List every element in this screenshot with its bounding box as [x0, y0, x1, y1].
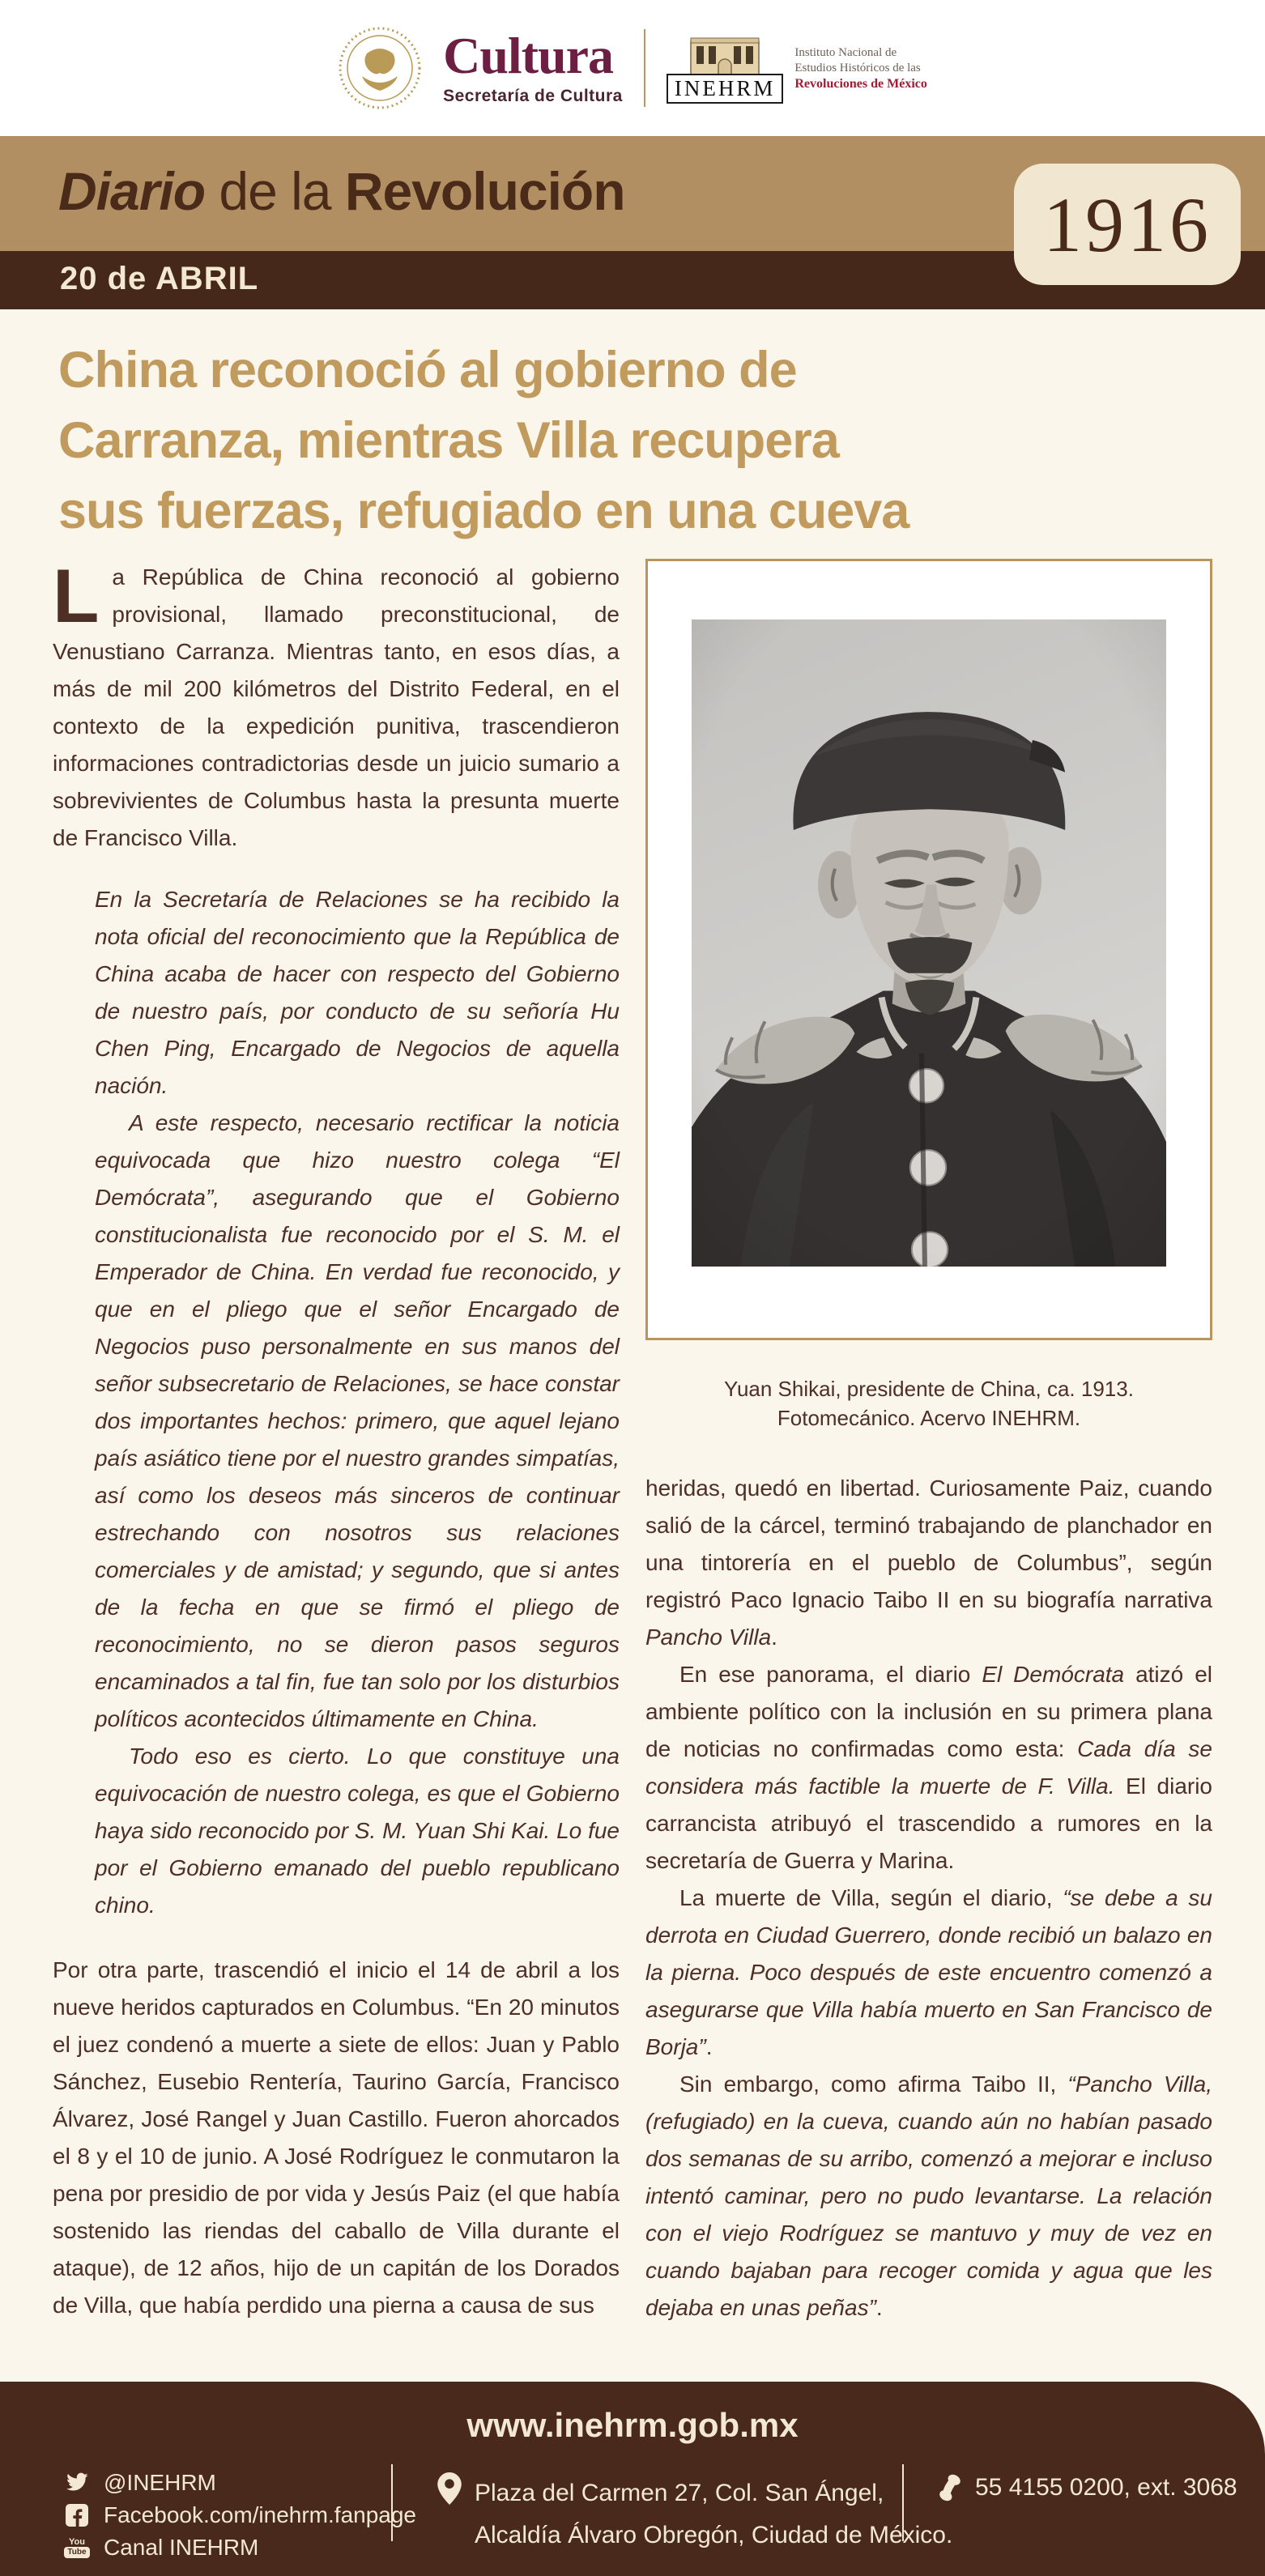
inehrm-acronym: INEHRM	[667, 74, 784, 104]
headline-line3: sus fuerzas, refugiado en una cueva	[58, 483, 909, 539]
left-column	[53, 553, 620, 2324]
series-title-dela: de la	[205, 161, 345, 221]
dropcap: L	[53, 553, 100, 638]
cultura-subtitle: Secretaría de Cultura	[443, 87, 623, 105]
lead-paragraph-text: a República de China reconoció al gobierno provisional, llamado preconstitucional, de Venustiano Carranza. Mientras tanto, en esos días, a más de mil 200 kilómetros del Distrito Federal, en el contexto de la expedición punitiva, trascendieron informaciones contradictorias desde un juicio sumario a sobrevivientes de Columbus hasta la presunta muerte de Francisco Villa.	[53, 564, 620, 850]
year-badge	[1014, 164, 1241, 285]
inehrm-name-line3: Revoluciones de México	[794, 76, 927, 91]
inehrm-logo	[667, 33, 927, 104]
address-line2: Alcaldía Álvaro Obregón, Ciudad de México.	[475, 2522, 953, 2548]
official-note-quote	[53, 881, 620, 1924]
series-title-revolucion: Revolución	[344, 161, 625, 221]
body-paragraph-3: heridas, quedó en libertad. Curiosamente Paiz, cuando salió de la cárcel, terminó trabajando de planchador en una tintorería en el pueblo de Columbus”, según registró Paco Ignacio Taibo II en su biografía narrativa Pancho Villa.	[645, 1475, 1212, 1650]
right-column	[645, 559, 1212, 2327]
portrait-photo	[645, 559, 1212, 1340]
body-paragraph-2: Por otra parte, trascendió el inicio el 14 de abril a los nueve heridos capturados en Columbus. “En 20 minutos el juez condenó a muerte a siete de ellos: Juan y Pablo Sánchez, Eusebio Rentería, Taurino García, Francisco Álvarez, José Rangel y Juan Castillo. Fueron ahorcados el 8 y el 10 de junio. A José Rodríguez le conmutaron la pena por presidio de por vida y Jesús Paiz (el que había sostenido las riendas del caballo de Villa durante el ataque), de 12 años, hijo de un capitán de los Dorados de Villa, que había perdido una pierna a causa de sus	[53, 1957, 620, 2318]
date-label: 20 de ABRIL	[60, 261, 259, 296]
quote-paragraph-1: En la Secretaría de Relaciones se ha recibido la nota oficial del reconocimiento que la República de China acaba de hacer con respecto del Gobierno de nuestro país, por conducto de su señoría Hu Chen Ping, Encargado de Negocios de aquella nación.	[95, 887, 620, 1098]
phone-block	[938, 2474, 1237, 2501]
quote-paragraph-2: A este respecto, necesario rectificar la noticia equivocada que hizo nuestro colega “El Demócrata”, asegurando que el Gobierno constitucionalista fue reconocido por el S. M. el Emperador de China. En verdad fue reconocido, y que en el pliego que el señor Encargado de Negocios puso personalmente en sus manos del señor subsecretario de Relaciones, se hace constar dos importantes hechos: primero, que aquel lejano país asiático tiene por el nuestro grandes simpatías, así como los deseos más sinceros de continuar estrechando con nosotros sus relaciones comerciales y de amistad; y segundo, que si antes de la fecha en que se firmó el pliego de reconocimiento, no se dieron pasos seguros encaminados a tal fin, fue tan solo por los disturbios políticos acontecidos últimamente en China.	[95, 1110, 620, 1731]
inehrm-name-line2: Estudios Históricos de las	[794, 61, 921, 75]
address-block	[437, 2472, 952, 2557]
quote-paragraph-3: Todo eso es cierto. Lo que constituye una equivocación de nuestro colega, es que el Gobierno haya sido reconocido por S. M. Yuan Shi Kai. Lo fue por el Gobierno emanado del pueblo republicano chino.	[95, 1744, 620, 1918]
phone-number: 55 4155 0200, ext. 3068	[975, 2474, 1237, 2501]
social-links	[63, 2467, 416, 2565]
cultura-wordmark: Cultura	[443, 27, 613, 84]
series-title-diario: Diario	[58, 161, 206, 221]
location-pin-icon	[437, 2472, 462, 2505]
photo-caption-line1: Yuan Shikai, presidente de China, ca. 1913.	[724, 1377, 1134, 1401]
facebook-link[interactable]	[63, 2500, 416, 2531]
body-paragraph-6: Sin embargo, como afirma Taibo II, “Pancho Villa, (refugiado) en la cueva, cuando aún no habían pasado dos semanas de su arribo, comenzó a mejorar e incluso intentó caminar, pero no pudo levantarse. La relación con el viejo Rodríguez se mantuvo y muy de vez en cuando bajaban para recoger comida y agua que les dejaba en unas peñas”.	[645, 2071, 1212, 2320]
youtube-icon: You Tube	[63, 2538, 91, 2558]
header-divider	[644, 29, 645, 107]
header-bar	[0, 0, 1265, 136]
yuan-shikai-portrait-image	[692, 620, 1166, 1267]
facebook-label: Facebook.com/inehrm.fanpage	[104, 2502, 416, 2527]
series-title	[58, 160, 625, 222]
headline-line1: China reconoció al gobierno de	[58, 342, 797, 398]
inehrm-name-line1: Instituto Nacional de	[794, 45, 897, 59]
website-link[interactable]: www.inehrm.gob.mx	[466, 2406, 799, 2444]
headline	[58, 335, 1208, 547]
twitter-icon	[63, 2472, 91, 2493]
facebook-icon	[63, 2504, 91, 2527]
body-paragraph-4: En ese panorama, el diario El Demócrata atizó el ambiente político con la inclusión en su primera plana de noticias no confirmadas como esta: Cada día se considera más factible la muerte de F. Villa. El diario carrancista atribuyó el trascendido a rumores en la secretaría de Guerra y Marina.	[645, 1662, 1213, 1873]
twitter-handle: @INEHRM	[104, 2470, 216, 2495]
lead-paragraph	[53, 553, 620, 857]
body-paragraph-5: La muerte de Villa, según el diario, “se debe a su derrota en Ciudad Guerrero, donde recibió un balazo en la pierna. Poco después de este encuentro comenzó a asegurarse que Villa había muerto en San Francisco de Borja”.	[645, 1885, 1212, 2059]
address-line1: Plaza del Carmen 27, Col. San Ángel,	[475, 2480, 884, 2506]
mexico-coat-of-arms-icon	[338, 26, 422, 110]
year-label: 1916	[1043, 181, 1212, 268]
footer-bar	[0, 2382, 1265, 2576]
photo-caption-line2: Fotomecánico. Acervo INEHRM.	[777, 1406, 1081, 1430]
cultura-logo	[443, 27, 623, 106]
phone-icon	[938, 2474, 962, 2501]
inehrm-building-icon	[689, 33, 760, 77]
inehrm-name	[794, 45, 927, 92]
headline-line2: Carranza, mientras Villa recupera	[58, 412, 839, 469]
twitter-link[interactable]	[63, 2467, 416, 2498]
photo-caption	[645, 1374, 1212, 1433]
youtube-label: Canal INEHRM	[104, 2535, 259, 2560]
youtube-link[interactable]	[63, 2532, 416, 2563]
right-column-text	[645, 1470, 1212, 2327]
